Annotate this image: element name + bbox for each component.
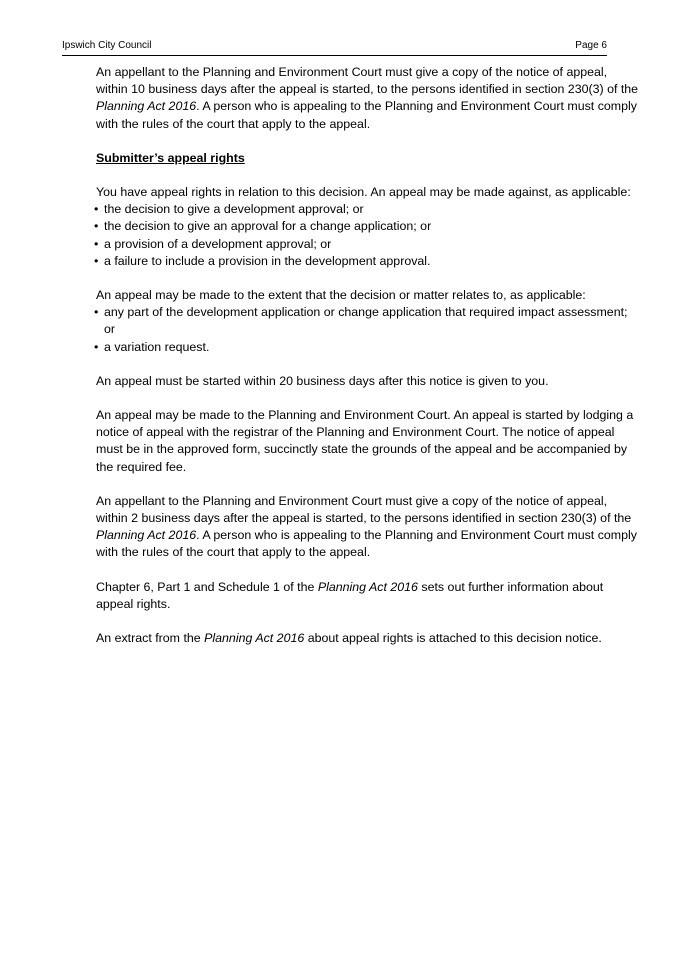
list-item: • the decision to give a development approval; or <box>94 201 641 218</box>
appeal-deadline-paragraph: An appeal must be started within 20 business days after this notice is given to you. <box>96 373 549 388</box>
appeal-against-list <box>94 201 641 270</box>
extract-paragraph: An extract from the Planning Act 2016 about appeal rights is attached to this decision notice. <box>96 631 602 646</box>
appeal-rights-intro: You have appeal rights in relation to this decision. An appeal may be made against, as applicable: <box>96 185 631 200</box>
document-body <box>96 64 641 664</box>
act-reference: Planning Act 2016 <box>96 99 197 114</box>
appellant-copy-paragraph: An appellant to the Planning and Environment Court must give a copy of the notice of appeal, within 2 business days after the appeal is started, to the persons identified in section 230(3) of the Planning Act 2016. A person who is appealing to the Planning and Environment Court must comply with the rules of the court that apply to the appeal. <box>96 493 637 560</box>
act-reference: Planning Act 2016 <box>317 579 418 594</box>
page-header <box>62 40 607 56</box>
appeal-lodging-paragraph: An appeal may be made to the Planning and Environment Court. An appeal is started by lodging a notice of appeal with the registrar of the Planning and Environment Court. The notice of appeal must be in the approved form, succinctly state the grounds of the appeal and be accompanied by the required fee. <box>96 408 634 474</box>
act-reference: Planning Act 2016 <box>96 528 197 543</box>
appeal-copy-paragraph: An appellant to the Planning and Environment Court must give a copy of the notice of appeal, within 10 business days after the appeal is started, to the persons identified in section 230(3) of the Planning Act 2016. A person who is appealing to the Planning and Environment Court must comply with the rules of the court that apply to the appeal. <box>96 65 639 131</box>
header-organisation: Ipswich City Council <box>62 40 152 51</box>
list-item: • a failure to include a provision in the development approval. <box>94 253 641 270</box>
appeal-extent-intro: An appeal may be made to the extent that the decision or matter relates to, as applicable: <box>96 288 586 303</box>
section-heading: Submitter’s appeal rights <box>96 150 245 165</box>
list-item: • any part of the development application or change application that required impact assessment; or <box>94 304 641 338</box>
list-item: • a provision of a development approval; or <box>94 236 641 253</box>
further-info-paragraph: Chapter 6, Part 1 and Schedule 1 of the Planning Act 2016 sets out further information about appeal rights. <box>96 579 604 611</box>
appeal-extent-list <box>94 304 641 356</box>
list-item: • the decision to give an approval for a change application; or <box>94 218 641 235</box>
list-item: • a variation request. <box>94 339 641 356</box>
act-reference: Planning Act 2016 <box>204 631 305 646</box>
page-number: Page 6 <box>575 40 607 51</box>
